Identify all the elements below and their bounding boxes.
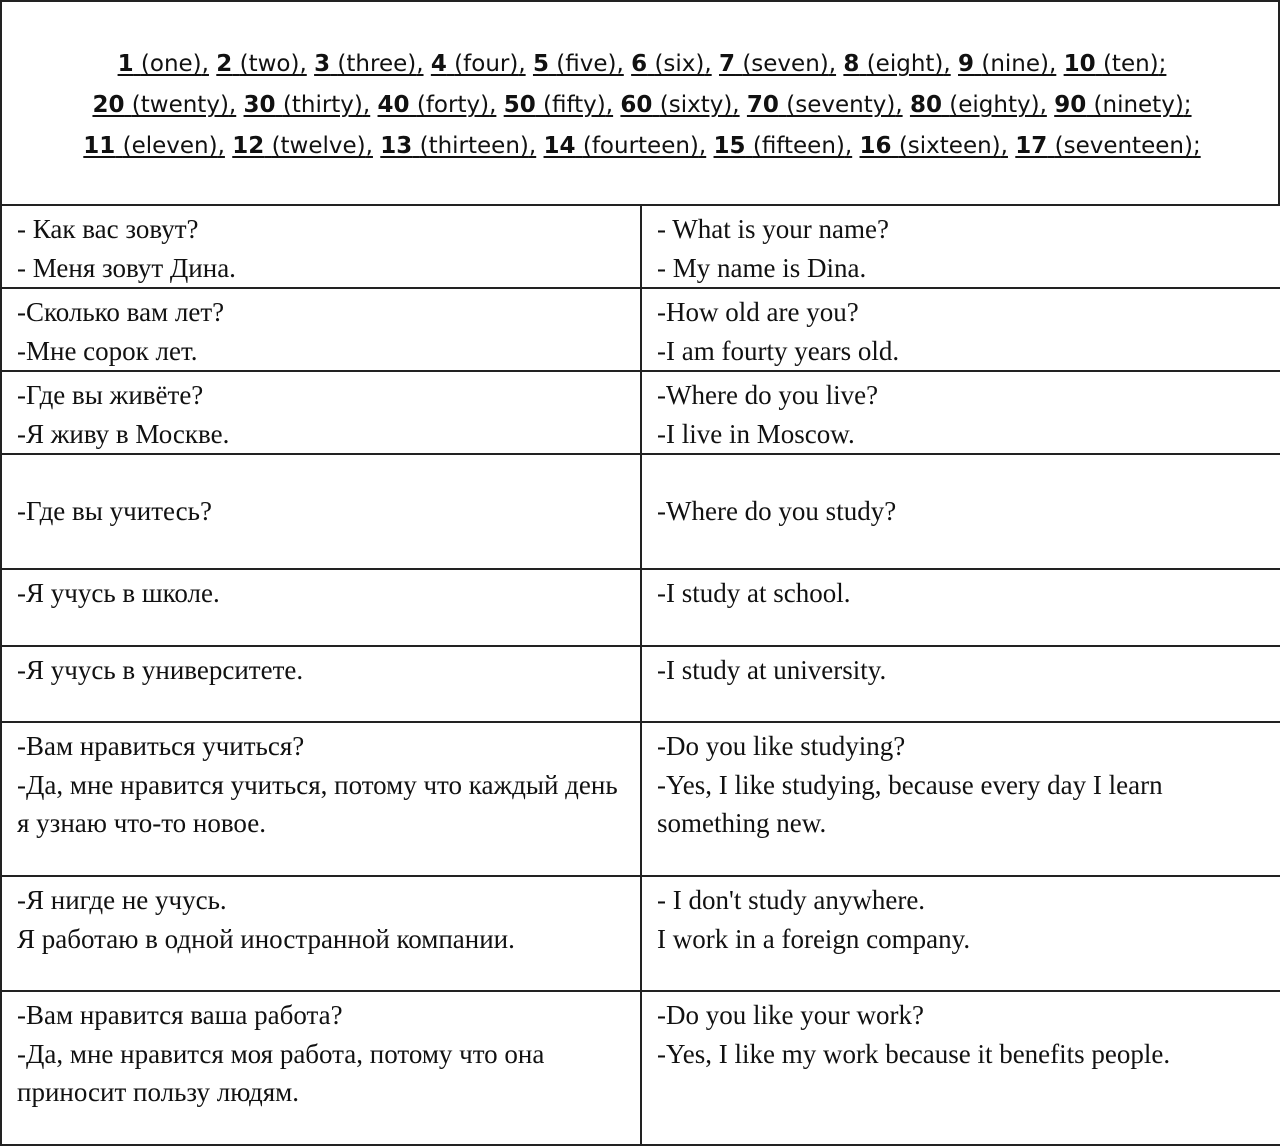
number-item: 5 (five), [532, 51, 624, 77]
number-item: 17 (seventeen); [1015, 133, 1201, 159]
english-cell [641, 205, 1280, 288]
english-cell [641, 371, 1280, 454]
number-item: 13 (thirteen), [380, 133, 537, 159]
english-cell [641, 646, 1280, 722]
english-line: -Yes, I like my work because it benefits people. [657, 1038, 1171, 1069]
number-item: 16 (sixteen), [859, 133, 1008, 159]
english-line: - What is your name? [657, 214, 889, 244]
russian-cell [1, 205, 641, 288]
russian-cell [1, 371, 641, 454]
english-cell [641, 569, 1280, 646]
russian-cell [1, 646, 641, 722]
russian-cell [1, 288, 641, 371]
table-row [1, 876, 1280, 991]
number-item: 10 (ten); [1063, 51, 1167, 77]
russian-cell [1, 569, 641, 646]
number-item: 6 (six), [631, 51, 712, 77]
english-line: -I live in Moscow. [657, 418, 855, 449]
number-item: 11 (eleven), [83, 133, 225, 159]
english-line: - I don't study anywhere. [657, 885, 926, 915]
number-item: 15 (fifteen), [713, 133, 853, 159]
english-line: -Where do you live? [657, 380, 879, 410]
number-item: 20 (twenty), [92, 92, 237, 118]
english-cell [641, 288, 1280, 371]
russian-line: - Как вас зовут? [17, 214, 199, 244]
table-row [1, 722, 1280, 876]
table-row [1, 569, 1280, 646]
russian-line: - Меня зовут Дина. [17, 252, 236, 283]
english-line: -How old are you? [657, 297, 859, 327]
english-line: -Yes, I like studying, because every day I learn something new. [657, 769, 1163, 838]
number-item: 7 (seven), [719, 51, 837, 77]
russian-line: -Где вы учитесь? [17, 496, 212, 527]
english-cell [641, 876, 1280, 991]
table-row [1, 288, 1280, 371]
russian-line: -Я нигде не учусь. [17, 885, 227, 915]
numbers-header-box [0, 0, 1280, 206]
russian-line: -Сколько вам лет? [17, 297, 225, 327]
numbers-line-2 [2, 90, 1280, 120]
russian-line: -Вам нравиться учиться? [17, 731, 305, 761]
russian-cell [1, 991, 641, 1145]
number-item: 9 (nine), [958, 51, 1057, 77]
russian-line: Я работаю в одной иностранной компании. [17, 923, 515, 954]
english-line: - My name is Dina. [657, 252, 867, 283]
table-row [1, 454, 1280, 569]
numbers-line-3 [2, 131, 1280, 161]
number-item: 70 (seventy), [746, 92, 903, 118]
numbers-line-1 [2, 49, 1280, 79]
phrase-table [0, 204, 1280, 1146]
russian-line: -Где вы живёте? [17, 380, 204, 410]
table-row [1, 646, 1280, 722]
number-item: 8 (eight), [843, 51, 951, 77]
number-item: 30 (thirty), [243, 92, 371, 118]
russian-line: -Вам нравится ваша работа? [17, 1000, 343, 1030]
english-line: -I am fourty years old. [657, 335, 900, 366]
number-item: 90 (ninety); [1054, 92, 1192, 118]
english-line: -I study at university. [657, 655, 887, 685]
russian-line: -Да, мне нравится учиться, потому что каждый день я узнаю что-то новое. [17, 769, 618, 838]
number-item: 1 (one), [117, 51, 209, 77]
russian-line: -Да, мне нравится моя работа, потому что она приносит пользу людям. [17, 1038, 545, 1107]
english-cell [641, 454, 1280, 569]
russian-cell [1, 876, 641, 991]
number-item: 12 (twelve), [232, 133, 373, 159]
english-cell [641, 991, 1280, 1145]
russian-line: -Мне сорок лет. [17, 335, 198, 366]
table-row [1, 371, 1280, 454]
russian-line: -Я учусь в школе. [17, 578, 220, 608]
number-item: 4 (four), [430, 51, 526, 77]
number-item: 2 (two), [216, 51, 307, 77]
number-item: 50 (fifty), [503, 92, 614, 118]
english-line: -I study at school. [657, 578, 851, 608]
number-item: 80 (eighty), [909, 92, 1047, 118]
table-row [1, 205, 1280, 288]
number-item: 3 (three), [314, 51, 424, 77]
russian-cell [1, 722, 641, 876]
russian-line: -Я живу в Москве. [17, 418, 230, 449]
english-line: I work in a foreign company. [657, 923, 971, 954]
russian-line: -Я учусь в университете. [17, 655, 304, 685]
english-line: -Do you like studying? [657, 731, 906, 761]
table-row [1, 991, 1280, 1145]
english-cell [641, 722, 1280, 876]
russian-cell [1, 454, 641, 569]
number-item: 40 (forty), [377, 92, 497, 118]
english-line: -Do you like your work? [657, 1000, 924, 1030]
english-line: -Where do you study? [657, 496, 897, 527]
number-item: 60 (sixty), [620, 92, 740, 118]
number-item: 14 (fourteen), [543, 133, 707, 159]
